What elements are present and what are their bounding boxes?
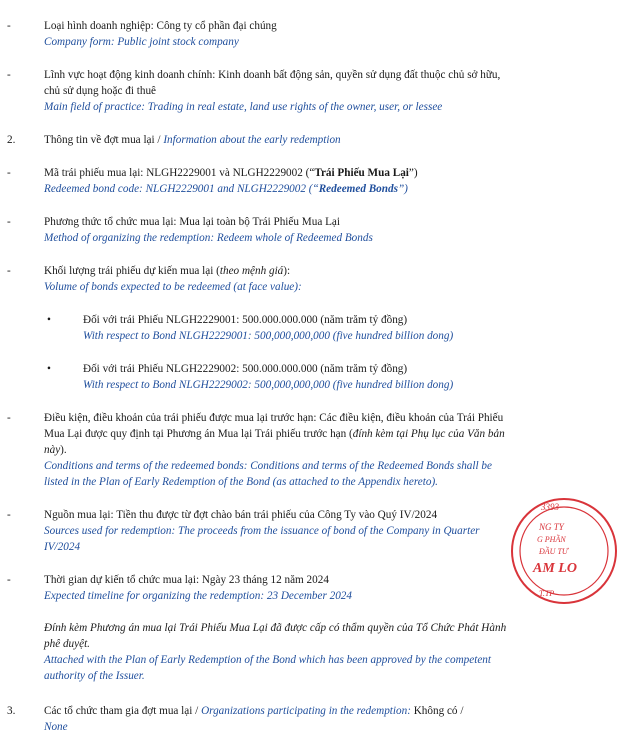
volume-en: Volume of bonds expected to be redeemed (at face value): — [44, 281, 302, 293]
company-seal — [509, 496, 619, 606]
timeline-vi: Thời gian dự kiến tổ chức mua lại: Ngày 23 tháng 12 năm 2024 — [44, 574, 329, 586]
bond-2-en: With respect to Bond NLGH2229002: 500,000,000,000 (five hundred billion dong) — [83, 379, 454, 391]
seal-number: 3393 — [541, 502, 559, 512]
attached-vi: Đính kèm Phương án mua lại Trái Phiếu Mua Lại đã được cấp có thẩm quyền của Tổ Chức Phát Hành phê duyệt. — [44, 622, 507, 650]
company-form-vi: Loại hình doanh nghiệp: Công ty cổ phần đại chúng — [44, 20, 277, 32]
field-en: Main field of practice: Trading in real estate, land use rights of the owner, user, or lessee — [44, 101, 443, 113]
company-form-en: Company form: Public joint stock company — [44, 36, 239, 48]
field-vi: Lĩnh vực hoạt động kinh doanh chính: Kinh doanh bất động sản, quyền sử dụng đất thuộc chủ sở hữu, chủ sử dụng hoặc đi thuê — [44, 69, 501, 97]
dot-bullet: • — [47, 314, 51, 326]
seal-bottom: T.TP — [539, 589, 555, 598]
dash-bullet: - — [7, 574, 11, 586]
section-3-vi: Các tổ chức tham gia đợt mua lại / — [44, 705, 202, 717]
seal-line-4: AM LO — [533, 561, 577, 576]
seal-line-1: NG TY — [539, 522, 564, 532]
dot-bullet: • — [47, 363, 51, 375]
bond-code-vi-bold: Trái Phiếu Mua Lại — [314, 167, 409, 179]
seal-line-2: G PHẦN — [537, 535, 566, 544]
section-number: 2. — [7, 134, 16, 146]
volume-vi: Khối lượng trái phiếu dự kiến mua lại (theo mệnh giá): — [44, 265, 291, 277]
timeline-en: Expected timeline for organizing the redemption: 23 December 2024 — [44, 590, 352, 602]
section-3-vi-tail: Không có / — [410, 705, 464, 717]
conditions-en: Conditions and terms of the redeemed bonds: Conditions and terms of the Redeemed Bonds shall be listed in the Plan of Early Redemption of the Bond (as attached to the Appendix hereto). — [44, 460, 492, 488]
bond-code-vi: Mã trái phiếu mua lại: NLGH2229001 và NLGH2229002 (“Trái Phiếu Mua Lại”) — [44, 167, 418, 179]
section-number: 3. — [7, 705, 16, 717]
seal-line-3: ĐẦU TƯ — [539, 547, 568, 556]
section-2-en: Information about the early redemption — [163, 134, 341, 146]
bond-1-vi: Đối với trái Phiếu NLGH2229001: 500.000.000.000 (năm trăm tỷ đồng) — [83, 314, 408, 326]
attached-note — [44, 620, 514, 684]
section-3-en-tail: None — [44, 721, 68, 733]
bond-1-en: With respect to Bond NLGH2229001: 500,000,000,000 (five hundred billion dong) — [83, 330, 454, 342]
bond-code-en-bold: Redeemed Bonds — [318, 183, 398, 195]
attached-en: Attached with the Plan of Early Redemption of the Bond which has been approved by the competent authority of the Issuer. — [44, 654, 491, 682]
conditions-vi: Điều kiện, điều khoản của trái phiếu được mua lại trước hạn: Các điều kiện, điều khoản của Trái Phiếu Mua Lại được quy định tại Phương án Mua lại Trái phiếu trước hạn (đính kèm tại Phụ lục của Văn bản này). — [44, 412, 505, 456]
sources-en: Sources used for redemption: The proceeds from the issuance of bond of the Company in Quarter IV/2024 — [44, 525, 480, 553]
dash-bullet: - — [7, 69, 11, 81]
dash-bullet: - — [7, 265, 11, 277]
method-en: Method of organizing the redemption: Redeem whole of Redeemed Bonds — [44, 232, 373, 244]
dash-bullet: - — [7, 167, 11, 179]
dash-bullet: - — [7, 509, 11, 521]
method-vi: Phương thức tổ chức mua lại: Mua lại toàn bộ Trái Phiếu Mua Lại — [44, 216, 340, 228]
bond-2-vi: Đối với trái Phiếu NLGH2229002: 500.000.000.000 (năm trăm tỷ đồng) — [83, 363, 408, 375]
dash-bullet: - — [7, 216, 11, 228]
section-3-en: Organizations participating in the redemption: — [201, 705, 411, 717]
section-2-vi: Thông tin về đợt mua lại / — [44, 134, 164, 146]
dash-bullet: - — [7, 412, 11, 424]
sources-vi: Nguồn mua lại: Tiền thu được từ đợt chào bán trái phiếu của Công Ty vào Quý IV/2024 — [44, 509, 438, 521]
dash-bullet: - — [7, 20, 11, 32]
bond-code-en: Redeemed bond code: NLGH2229001 and NLGH2229002 (“Redeemed Bonds”) — [44, 183, 408, 195]
